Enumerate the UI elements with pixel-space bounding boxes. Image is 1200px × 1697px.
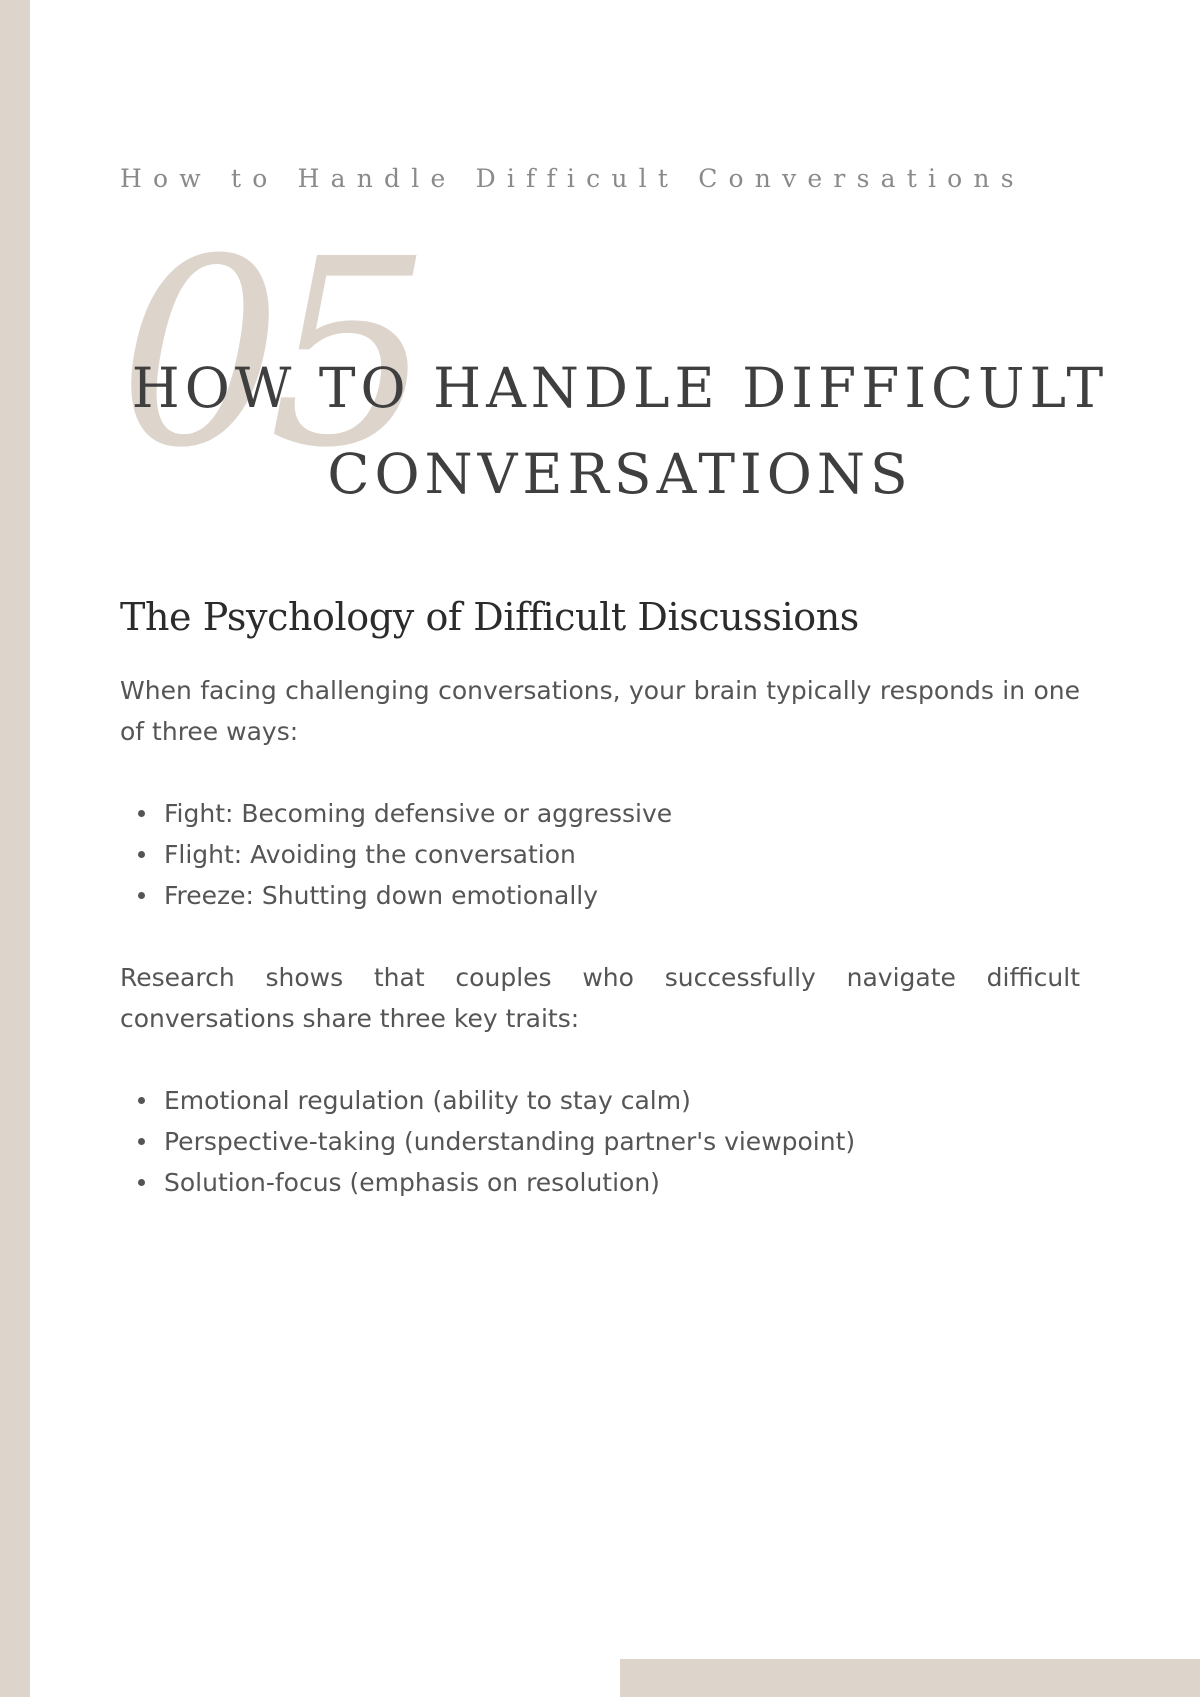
bullet-icon [138, 892, 145, 899]
chapter-title [120, 345, 1120, 517]
list-item: Emotional regulation (ability to stay calm) [164, 1080, 1080, 1121]
running-header: How to Handle Difficult Conversations [120, 164, 1025, 193]
bullet-icon [138, 1097, 145, 1104]
chapter-title-line-2: CONVERSATIONS [327, 442, 913, 506]
list-item: Solution-focus (emphasis on resolution) [164, 1162, 1080, 1203]
traits-list [120, 1080, 1080, 1203]
list-item: Fight: Becoming defensive or aggressive [164, 793, 1080, 834]
chapter-number: 05 [118, 204, 419, 504]
bullet-icon [138, 1138, 145, 1145]
intro-paragraph: When facing challenging conversations, your brain typically responds in one of three ways: [120, 676, 1080, 746]
section-body [120, 670, 1080, 1244]
bullet-icon [138, 851, 145, 858]
chapter-title-line-1: HOW TO HANDLE DIFFICULT [131, 356, 1109, 420]
list-item: Perspective-taking (understanding partner's viewpoint) [164, 1121, 1080, 1162]
bullet-icon [138, 1179, 145, 1186]
research-paragraph: Research shows that couples who successfully navigate difficult conversations share three key traits: [120, 963, 1080, 1033]
list-item: Flight: Avoiding the conversation [164, 834, 1080, 875]
bullet-icon [138, 810, 145, 817]
response-list [120, 793, 1080, 916]
bottom-accent-block [620, 1659, 1200, 1697]
section-heading: The Psychology of Difficult Discussions [120, 595, 859, 639]
list-item: Freeze: Shutting down emotionally [164, 875, 1080, 916]
left-accent-bar [0, 0, 30, 1697]
